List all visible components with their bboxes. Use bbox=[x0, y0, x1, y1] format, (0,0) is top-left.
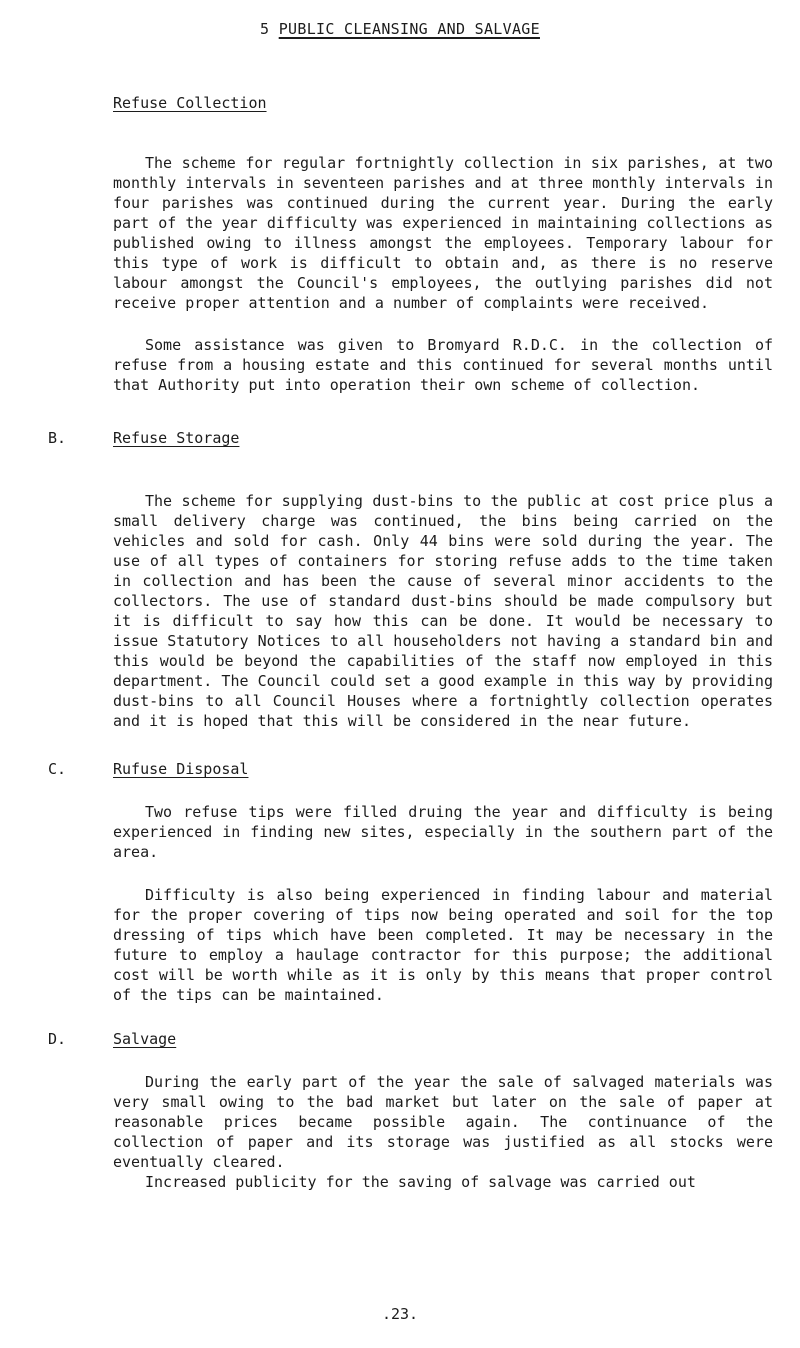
section-heading-refuse-collection: Refuse Collection bbox=[113, 94, 267, 112]
section-heading-refuse-storage: Refuse Storage bbox=[113, 429, 240, 447]
section-number: 5 bbox=[260, 20, 270, 38]
page-title: PUBLIC CLEANSING AND SALVAGE bbox=[278, 20, 540, 38]
paragraph-refuse-storage-1: The scheme for supplying dust-bins to the public at cost price plus a small delivery charge was continued, the bins being carried on the vehicles and sold for cash. Only 44 bins were sold during the year. The use of all types of containers for storing refuse adds to the time taken in collection and has been the cause of several minor accidents to the collectors. The use of standard dust-bins should be made compulsory but it is difficult to say how this can be done. It would be necessary to issue Statutory Notices to all householders not having a standard bin and this would be beyond the capabilities of the staff now employed in this department. The Council could set a good example in this way by providing dust-bins to all Council Houses where a fortnightly collection operates and it is hoped that this will be considered in the near future. bbox=[113, 492, 773, 730]
page-header bbox=[0, 20, 800, 38]
paragraph-refuse-disposal-2: Difficulty is also being experienced in finding labour and material for the proper covering of tips now being operated and soil for the top dressing of tips which have been completed. It may be necessary in the future to employ a haulage contractor for this purpose; the additional cost will be worth while as it is only by this means that proper control of the tips can be maintained. bbox=[113, 886, 773, 1004]
page-number: .23. bbox=[381, 1305, 419, 1323]
paragraph-refuse-collection-1: The scheme for regular fortnightly collection in six parishes, at two monthly intervals in seventeen parishes and at three monthly intervals in four parishes was continued during the current year. During the early part of the year difficulty was experienced in maintaining collections as published owing to illness amongst the employees. Temporary labour for this type of work is difficult to obtain and, as there is no reserve labour amongst the Council's employees, the outlying parishes did not receive proper attention and a number of complaints were received. bbox=[113, 154, 773, 312]
section-marker-b: B. bbox=[48, 429, 67, 447]
paragraph-salvage-1: During the early part of the year the sale of salvaged materials was very small owing to the bad market but later on the sale of paper at reasonable prices became possible again. The continuance of the collection of paper and its storage was justified as all stocks were eventually cleared. bbox=[113, 1073, 773, 1171]
section-marker-d: D. bbox=[48, 1030, 67, 1048]
paragraph-salvage-2: Increased publicity for the saving of salvage was carried out bbox=[145, 1173, 696, 1191]
section-heading-refuse-disposal: Rufuse Disposal bbox=[113, 760, 249, 778]
section-marker-c: C. bbox=[48, 760, 67, 778]
paragraph-refuse-collection-2: Some assistance was given to Bromyard R.D.C. in the collection of refuse from a housing estate and this continued for several months until that Authority put into operation their own scheme of collection. bbox=[113, 336, 773, 394]
section-heading-salvage: Salvage bbox=[113, 1030, 177, 1048]
paragraph-refuse-disposal-1: Two refuse tips were filled druing the year and difficulty is being experienced in finding new sites, especially in the southern part of the area. bbox=[113, 803, 773, 861]
